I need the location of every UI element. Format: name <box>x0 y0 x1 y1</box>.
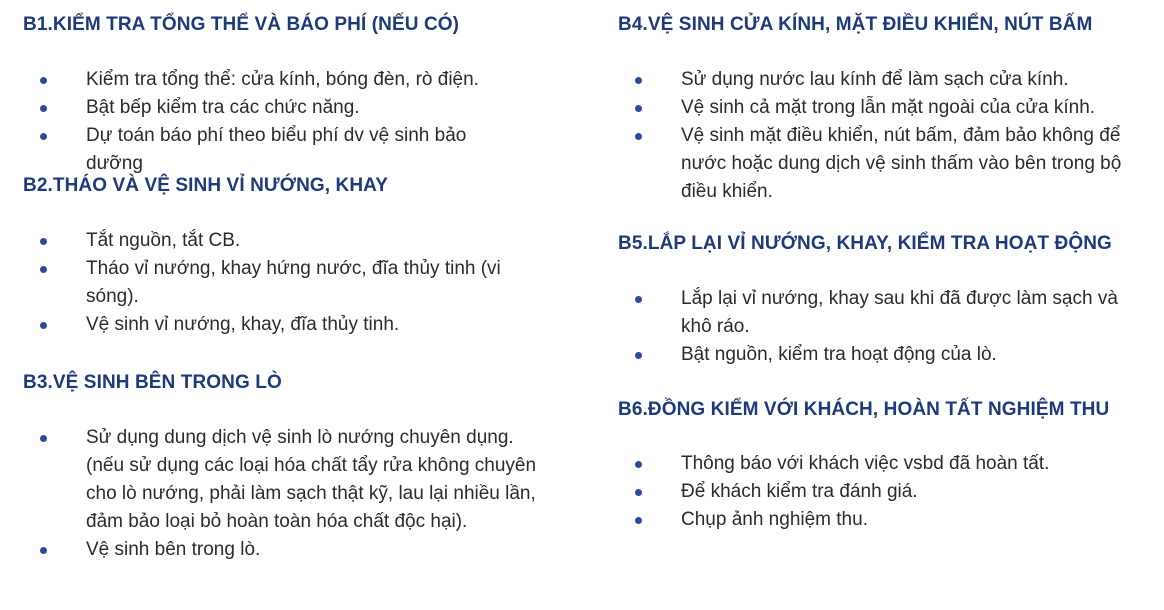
bullet-icon <box>40 238 47 245</box>
bullet-icon <box>635 133 642 140</box>
list-item: Chụp ảnh nghiệm thu. <box>618 506 1151 534</box>
section-heading-b1: B1.KIỂM TRA TỔNG THỂ VÀ BÁO PHÍ (NẾU CÓ) <box>23 14 460 35</box>
list-item: Bật bếp kiểm tra các chức năng. <box>23 94 556 122</box>
list-item: Sử dụng nước lau kính để làm sạch cửa kính. <box>618 66 1151 94</box>
list-item: Tắt nguồn, tắt CB. <box>23 227 556 255</box>
list-item: Vệ sinh bên trong lò. <box>23 536 556 564</box>
bullet-icon <box>635 517 642 524</box>
list-item: Dự toán báo phí theo biểu phí dv vệ sinh bảo dưỡng <box>23 122 506 178</box>
bullet-icon <box>635 296 642 303</box>
section-list-b6 <box>618 450 1151 534</box>
list-item: Tháo vỉ nướng, khay hứng nước, đĩa thủy tinh (vi sóng). <box>23 255 556 311</box>
section-heading-b5: B5.LẮP LẠI VỈ NƯỚNG, KHAY, KIỂM TRA HOẠT ĐỘNG <box>618 233 1112 254</box>
section-list-b2 <box>23 227 556 339</box>
section-heading-b3: B3.VỆ SINH BÊN TRONG LÒ <box>23 372 282 393</box>
section-heading-b6: B6.ĐỒNG KIỂM VỚI KHÁCH, HOÀN TẤT NGHIỆM THU <box>618 399 1110 420</box>
list-item: Vệ sinh cả mặt trong lẫn mặt ngoài của cửa kính. <box>618 94 1151 122</box>
bullet-icon <box>40 133 47 140</box>
list-item: Bật nguồn, kiểm tra hoạt động của lò. <box>618 341 1151 369</box>
bullet-icon <box>635 105 642 112</box>
bullet-icon <box>635 489 642 496</box>
bullet-icon <box>635 352 642 359</box>
bullet-icon <box>40 435 47 442</box>
section-list-b1 <box>23 66 556 178</box>
list-item: Vệ sinh mặt điều khiển, nút bấm, đảm bảo không để nước hoặc dung dịch vệ sinh thấm vào bên trong bộ điều khiển. <box>618 122 1151 206</box>
section-list-b3 <box>23 424 556 564</box>
list-item: Vệ sinh vỉ nướng, khay, đĩa thủy tinh. <box>23 311 556 339</box>
section-list-b4 <box>618 66 1151 206</box>
bullet-icon <box>40 547 47 554</box>
bullet-icon <box>40 266 47 273</box>
bullet-icon <box>635 461 642 468</box>
bullet-icon <box>40 105 47 112</box>
section-heading-b2: B2.THÁO VÀ VỆ SINH VỈ NƯỚNG, KHAY <box>23 175 389 196</box>
bullet-icon <box>635 77 642 84</box>
list-item: Thông báo với khách việc vsbd đã hoàn tất. <box>618 450 1151 478</box>
section-list-b5 <box>618 285 1151 369</box>
list-item: Sử dụng dung dịch vệ sinh lò nướng chuyên dụng. (nếu sử dụng các loại hóa chất tẩy rửa không chuyên cho lò nướng, phải làm sạch thật kỹ, lau lại nhiều lần, đảm bảo loại bỏ hoàn toàn hóa chất độc hại). <box>23 424 556 536</box>
bullet-icon <box>40 322 47 329</box>
bullet-icon <box>40 77 47 84</box>
list-item: Kiểm tra tổng thể: cửa kính, bóng đèn, rò điện. <box>23 66 556 94</box>
list-item: Lắp lại vỉ nướng, khay sau khi đã được làm sạch và khô ráo. <box>618 285 1151 341</box>
section-heading-b4: B4.VỆ SINH CỬA KÍNH, MẶT ĐIỀU KHIỂN, NÚT BẤM <box>618 14 1093 35</box>
list-item: Để khách kiểm tra đánh giá. <box>618 478 1151 506</box>
